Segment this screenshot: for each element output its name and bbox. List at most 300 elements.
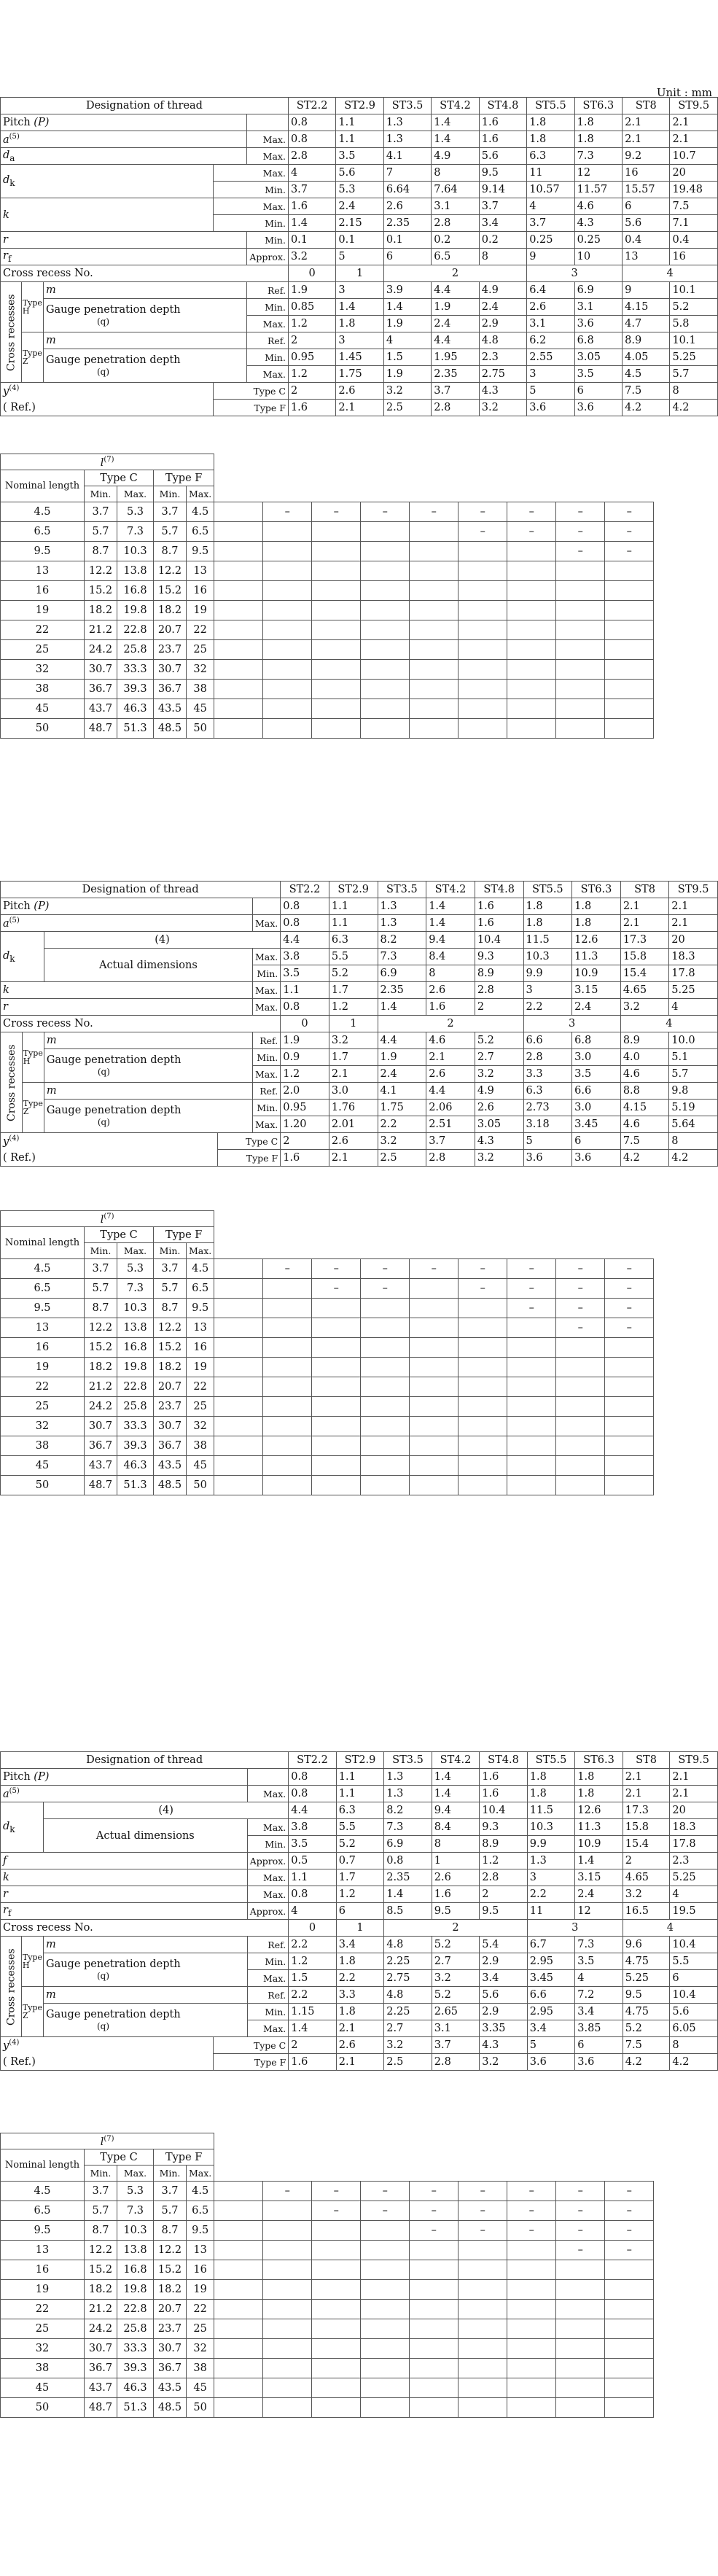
availability-cell: [507, 1338, 556, 1358]
y-value: 3.2: [475, 1150, 523, 1167]
type-c-max: 46.3: [117, 1456, 154, 1476]
type-f-max: 32: [187, 660, 214, 680]
type-c-max: 13.8: [117, 1318, 154, 1338]
nominal-length-value: 19: [1, 1358, 85, 1377]
row-recess: [1, 2004, 718, 2020]
r-value: 0.1: [336, 232, 383, 249]
a-value: 1.8: [523, 915, 572, 932]
availability-cell: –: [507, 1299, 556, 1318]
availability-cell: [361, 2319, 410, 2339]
dk-value: 11.3: [575, 1819, 623, 1836]
availability-cell: [263, 2300, 312, 2319]
availability-cell: [556, 1476, 605, 1495]
r-value: 0.25: [574, 232, 622, 249]
da-value: 6.3: [527, 148, 574, 165]
blank-cell: [263, 470, 312, 486]
recess-qualifier: Min.: [247, 349, 289, 366]
length-header: [1, 1227, 654, 1243]
blank-cell: [556, 2133, 605, 2149]
pitch-value: 1.8: [575, 1769, 623, 1786]
length-row: [1, 2241, 654, 2260]
availability-cell: –: [507, 522, 556, 542]
header-row: [1, 1752, 718, 1769]
availability-cell: [458, 2280, 507, 2300]
dk-value: 12: [574, 165, 622, 182]
cross-recess-no-label: Cross recess No.: [1, 265, 289, 282]
recess-value: 1.8: [336, 316, 383, 332]
r-value: 2.4: [575, 1886, 623, 1903]
length-row: [1, 1417, 654, 1436]
recess-value: 3.1: [527, 316, 574, 332]
blank-cell: [312, 2133, 361, 2149]
blank-cell: [507, 2133, 556, 2149]
availability-cell: [458, 1456, 507, 1476]
blank-cell: [556, 486, 605, 502]
nominal-length-value: 38: [1, 1436, 85, 1456]
blank-cell: [410, 454, 458, 470]
availability-cell: [214, 1259, 263, 1279]
header-row: [1, 98, 718, 114]
blank-cell: [263, 2149, 312, 2166]
availability-cell: [312, 2339, 361, 2359]
dk-value: 20: [669, 932, 718, 949]
cross-recess-no-value: 4: [620, 1016, 717, 1032]
availability-cell: –: [556, 522, 605, 542]
row-recess: [1, 1937, 718, 1953]
f-value: 2.3: [670, 1853, 718, 1869]
availability-cell: [605, 1397, 654, 1417]
y-value: 7.5: [620, 1133, 668, 1150]
k-value: 2.6: [426, 982, 475, 999]
type-f-max: 4.5: [187, 1259, 214, 1279]
availability-cell: –: [605, 1259, 654, 1279]
availability-cell: [507, 2359, 556, 2378]
row-a: [1, 1786, 718, 1802]
availability-cell: [605, 1417, 654, 1436]
row-k: [1, 1869, 718, 1886]
nominal-length-value: 9.5: [1, 1299, 85, 1318]
availability-cell: –: [507, 2221, 556, 2241]
pitch-value: 1.8: [574, 114, 622, 131]
type-c-max: 7.3: [117, 1279, 154, 1299]
availability-cell: [458, 1417, 507, 1436]
recess-value: 3.85: [575, 2020, 623, 2037]
k-value: 2.4: [336, 198, 383, 215]
row-f: [1, 1853, 718, 1869]
rf-value: 6: [336, 1903, 384, 1920]
recess-value: 2.9: [479, 316, 526, 332]
row-r: [1, 232, 718, 249]
blank-cell: [361, 1211, 410, 1227]
type-c-max: 10.3: [117, 542, 154, 561]
y-value: 3.6: [523, 1150, 572, 1167]
y-value: 7.5: [623, 2037, 670, 2054]
y-type-c-label: Type C: [218, 1133, 281, 1150]
availability-cell: –: [507, 1279, 556, 1299]
recess-value: 1.4: [289, 2020, 337, 2037]
availability-cell: –: [410, 2201, 458, 2221]
y-value: 2: [288, 383, 335, 400]
y-value: 7.5: [623, 383, 670, 400]
type-c-min: 18.2: [85, 2280, 117, 2300]
availability-cell: [312, 2241, 361, 2260]
type-c-min: 24.2: [85, 1397, 117, 1417]
availability-cell: [507, 620, 556, 640]
type-f-max: 38: [187, 2359, 214, 2378]
recess-qualifier: Min.: [247, 1953, 289, 1970]
type-f-max: 4.5: [187, 502, 214, 522]
length-row: [1, 660, 654, 680]
length-row: [1, 1358, 654, 1377]
r-value: 1.6: [426, 999, 475, 1016]
availability-cell: [458, 2359, 507, 2378]
recess-value: 4.8: [384, 1987, 432, 2004]
blank-cell: [263, 454, 312, 470]
dk-value: 3.5: [281, 965, 329, 982]
blank-cell: [507, 2166, 556, 2182]
availability-cell: [507, 2339, 556, 2359]
thread-ST4.2: ST4.2: [432, 98, 479, 114]
pitch-value: 1.8: [527, 1769, 575, 1786]
type-c-min: 21.2: [85, 1377, 117, 1397]
dk-label: $d_k$: [1, 932, 44, 982]
availability-cell: [361, 680, 410, 699]
cross-recess-no-value: 3: [523, 1016, 620, 1032]
type-c-max: 51.3: [117, 1476, 154, 1495]
recess-value: 2.2: [289, 1937, 337, 1953]
a-value: 1.8: [527, 131, 574, 148]
type-f-max: 25: [187, 1397, 214, 1417]
row-y: [1, 1133, 718, 1150]
y-label: $y^{(4)}$: [1, 383, 214, 400]
blank-cell: [361, 2133, 410, 2149]
pitch-value: 2.1: [623, 1769, 670, 1786]
availability-cell: [458, 2378, 507, 2398]
recess-value: 6.4: [527, 282, 574, 299]
thread-ST5.5: ST5.5: [523, 882, 572, 898]
availability-cell: [507, 2300, 556, 2319]
length-header: [1, 470, 654, 486]
type-f-min: 48.5: [154, 2398, 187, 2418]
availability-cell: [458, 1358, 507, 1377]
y-value: 2.1: [336, 400, 383, 416]
availability-cell: [214, 581, 263, 601]
availability-cell: –: [556, 2241, 605, 2260]
blank-cell: [556, 1211, 605, 1227]
blank-cell: [556, 2166, 605, 2182]
y-value: 4.2: [623, 2054, 670, 2071]
availability-cell: [312, 2398, 361, 2418]
recess-qualifier: Ref.: [247, 1987, 289, 2004]
availability-cell: [507, 2280, 556, 2300]
availability-cell: [556, 581, 605, 601]
availability-cell: [214, 2241, 263, 2260]
type-c-min: 36.7: [85, 1436, 117, 1456]
recess-value: 3.0: [572, 1100, 621, 1116]
row-dk: [1, 1802, 718, 1819]
type-f-max: 19: [187, 2280, 214, 2300]
blank-cell: [214, 1243, 263, 1259]
availability-cell: [263, 1476, 312, 1495]
availability-cell: –: [312, 1259, 361, 1279]
type-f-max: 32: [187, 2339, 214, 2359]
k-value: 1.4: [288, 215, 335, 232]
dk-value: 3.8: [281, 949, 329, 965]
min-max-label: Min.: [154, 486, 187, 502]
availability-cell: [410, 1299, 458, 1318]
availability-cell: [214, 1397, 263, 1417]
recess-value: 3: [336, 332, 383, 349]
f-label: f: [1, 1853, 248, 1869]
availability-cell: [263, 660, 312, 680]
type-f-max: 16: [187, 1338, 214, 1358]
r-qualifier: Max.: [252, 999, 280, 1016]
designation-label: Designation of thread: [1, 882, 281, 898]
recess-value: 2.1: [329, 1066, 378, 1083]
dk-value: 9.3: [480, 1819, 528, 1836]
length-row: [1, 2398, 654, 2418]
type-c-min: 3.7: [85, 1259, 117, 1279]
a-value: 1.4: [426, 915, 475, 932]
type-f-min: 12.2: [154, 561, 187, 581]
recess-value: 2.25: [384, 1953, 432, 1970]
recess-value: 4.75: [623, 1953, 670, 1970]
availability-cell: [263, 542, 312, 561]
length-header: [1, 486, 654, 502]
availability-cell: [410, 2378, 458, 2398]
availability-cell: [214, 2221, 263, 2241]
availability-cell: [361, 561, 410, 581]
y-value: 4.3: [480, 2037, 528, 2054]
recess-value: 1.9: [432, 299, 479, 316]
recess-value: 8.8: [620, 1083, 668, 1100]
availability-cell: [214, 1436, 263, 1456]
type-c-min: 8.7: [85, 1299, 117, 1318]
availability-cell: [361, 1436, 410, 1456]
k-value: 4.65: [623, 1869, 670, 1886]
availability-cell: [507, 1397, 556, 1417]
recess-value: 1.2: [288, 316, 335, 332]
dk-value: 15.4: [623, 1836, 670, 1853]
availability-cell: [312, 542, 361, 561]
availability-cell: [458, 620, 507, 640]
type-c-min: 18.2: [85, 1358, 117, 1377]
y-value: 1.6: [289, 2054, 337, 2071]
k-value: 3.7: [479, 198, 526, 215]
availability-cell: [507, 1318, 556, 1338]
da-label: $d_a$: [1, 148, 247, 165]
availability-cell: [312, 2221, 361, 2241]
type-f-min: 43.5: [154, 2378, 187, 2398]
type-c-max: 19.8: [117, 2280, 154, 2300]
type-c-max: 33.3: [117, 2339, 154, 2359]
r-value: 2.2: [523, 999, 572, 1016]
availability-cell: [361, 1377, 410, 1397]
dk-value: 5.3: [336, 182, 383, 198]
availability-cell: [312, 1377, 361, 1397]
availability-cell: –: [410, 502, 458, 522]
type-c-max: 16.8: [117, 1338, 154, 1358]
k-value: 2.8: [475, 982, 523, 999]
availability-cell: [312, 1299, 361, 1318]
r-value: 1.2: [336, 1886, 384, 1903]
rf-value: 11: [527, 1903, 575, 1920]
recess-value: 3.1: [574, 299, 622, 316]
nominal-length-value: 4.5: [1, 1259, 85, 1279]
recess-param-label: m: [43, 282, 246, 299]
availability-cell: –: [410, 2182, 458, 2201]
nominal-length-value: 32: [1, 1417, 85, 1436]
unit-label: Unit : mm: [656, 86, 712, 99]
a-value: 1.6: [475, 915, 523, 932]
cross-recess-no-value: 3: [527, 1920, 623, 1937]
recess-value: 2.4: [378, 1066, 426, 1083]
nominal-length-value: 13: [1, 1318, 85, 1338]
type-f-max: 9.5: [187, 2221, 214, 2241]
y-value: 3.2: [383, 383, 431, 400]
row-recess: [1, 1032, 718, 1049]
blank-cell: [507, 1211, 556, 1227]
pitch-value: 0.8: [288, 114, 335, 131]
availability-cell: [263, 2398, 312, 2418]
cross-recess-no-value: 4: [623, 1920, 717, 1937]
recess-value: 3.4: [575, 2004, 623, 2020]
type-f-max: 50: [187, 2398, 214, 2418]
pitch-value: 1.8: [523, 898, 572, 915]
availability-cell: –: [507, 2201, 556, 2221]
r-value: 4: [670, 1886, 718, 1903]
type-c-label: Type C: [85, 2149, 154, 2166]
y-value: 3.2: [479, 400, 526, 416]
min-max-label: Min.: [85, 486, 117, 502]
availability-cell: [410, 660, 458, 680]
k-value: 7.1: [670, 215, 718, 232]
cross-recess-no-value: 0: [289, 1920, 337, 1937]
rf-label: $r_f$: [1, 1903, 248, 1920]
dk-value: 17.3: [623, 1802, 670, 1819]
availability-cell: [263, 1436, 312, 1456]
length-row: [1, 2300, 654, 2319]
recess-value: 5.5: [670, 1953, 718, 1970]
availability-cell: [263, 1397, 312, 1417]
r-value: 0.2: [479, 232, 526, 249]
a-value: 2.1: [669, 915, 718, 932]
recess-value: 5.6: [480, 1987, 528, 2004]
k-value: 3.1: [432, 198, 479, 215]
type-f-min: 43.5: [154, 1456, 187, 1476]
blank-cell: [458, 2166, 507, 2182]
recess-param-label: m: [43, 1987, 247, 2004]
f-value: 0.7: [336, 1853, 384, 1869]
recess-value: 4: [383, 332, 431, 349]
availability-cell: [507, 1417, 556, 1436]
dk-value: 11.57: [574, 182, 622, 198]
type-c-min: 43.7: [85, 1456, 117, 1476]
rf-value: 16.5: [623, 1903, 670, 1920]
availability-cell: [410, 2319, 458, 2339]
type-c-max: 39.3: [117, 680, 154, 699]
type-f-max: 6.5: [187, 1279, 214, 1299]
availability-cell: [410, 601, 458, 620]
availability-cell: [458, 1299, 507, 1318]
recess-value: 6.6: [523, 1032, 572, 1049]
dk-value: 6.3: [329, 932, 378, 949]
dk-value: 10.3: [527, 1819, 575, 1836]
dk-value: 8.2: [384, 1802, 432, 1819]
type-f-max: 38: [187, 680, 214, 699]
length-row: [1, 542, 654, 561]
blank-cell: [410, 1243, 458, 1259]
dk-note: (4): [43, 1802, 288, 1819]
blank-cell: [214, 2166, 263, 2182]
type-c-label: Type C: [85, 1227, 154, 1243]
availability-cell: –: [458, 502, 507, 522]
availability-cell: [361, 522, 410, 542]
availability-cell: [263, 522, 312, 542]
l-label: $l^{(7)}$: [1, 1211, 214, 1227]
recess-value: 3.2: [432, 1970, 480, 1987]
a-qualifier: Max.: [247, 131, 289, 148]
y-value: 3.7: [432, 2037, 480, 2054]
availability-cell: –: [263, 1259, 312, 1279]
blank-cell: [361, 1243, 410, 1259]
y-value: 2.1: [336, 2054, 384, 2071]
dk-value: 8.2: [378, 932, 426, 949]
availability-cell: [263, 719, 312, 739]
k-qualifier: Max.: [252, 982, 280, 999]
k-value: 1.1: [281, 982, 329, 999]
y-type-c-label: Type C: [213, 383, 288, 400]
recess-value: 4: [575, 1970, 623, 1987]
availability-cell: [361, 2280, 410, 2300]
availability-cell: [214, 1299, 263, 1318]
pitch-value: 2.1: [670, 1769, 718, 1786]
type-f-label: Type F: [154, 2149, 214, 2166]
a-label: $a^{(5)}$: [1, 915, 253, 932]
blank-cell: [507, 2149, 556, 2166]
nominal-length-value: 32: [1, 660, 85, 680]
availability-cell: [605, 1476, 654, 1495]
recess-value: 6.9: [574, 282, 622, 299]
length-header: [1, 2133, 654, 2149]
recess-value: 5.6: [670, 2004, 718, 2020]
recess-value: 3.45: [527, 1970, 575, 1987]
length-row: [1, 1279, 654, 1299]
recess-value: 3.3: [523, 1066, 572, 1083]
y-value: 2.5: [384, 2054, 432, 2071]
cross-recess-no-value: 0: [281, 1016, 329, 1032]
row-cross-recess-no: [1, 1016, 718, 1032]
row-y: [1, 400, 718, 416]
rf-qualifier: Approx.: [247, 249, 289, 265]
cross-recess-no-value: 0: [288, 265, 335, 282]
type-f-min: 48.5: [154, 719, 187, 739]
availability-cell: [507, 660, 556, 680]
availability-cell: –: [556, 2182, 605, 2201]
availability-cell: [263, 620, 312, 640]
recess-value: 2.9: [480, 1953, 528, 1970]
recess-qualifier: Ref.: [247, 282, 289, 299]
recess-value: 1.7: [329, 1049, 378, 1066]
a-value: 1.3: [384, 1786, 432, 1802]
dk-value: 10.4: [475, 932, 523, 949]
row-pitch: [1, 114, 718, 131]
nominal-length-value: 9.5: [1, 542, 85, 561]
availability-cell: [361, 1299, 410, 1318]
recess-value: 2.7: [384, 2020, 432, 2037]
availability-cell: [214, 1358, 263, 1377]
r-label: r: [1, 999, 253, 1016]
